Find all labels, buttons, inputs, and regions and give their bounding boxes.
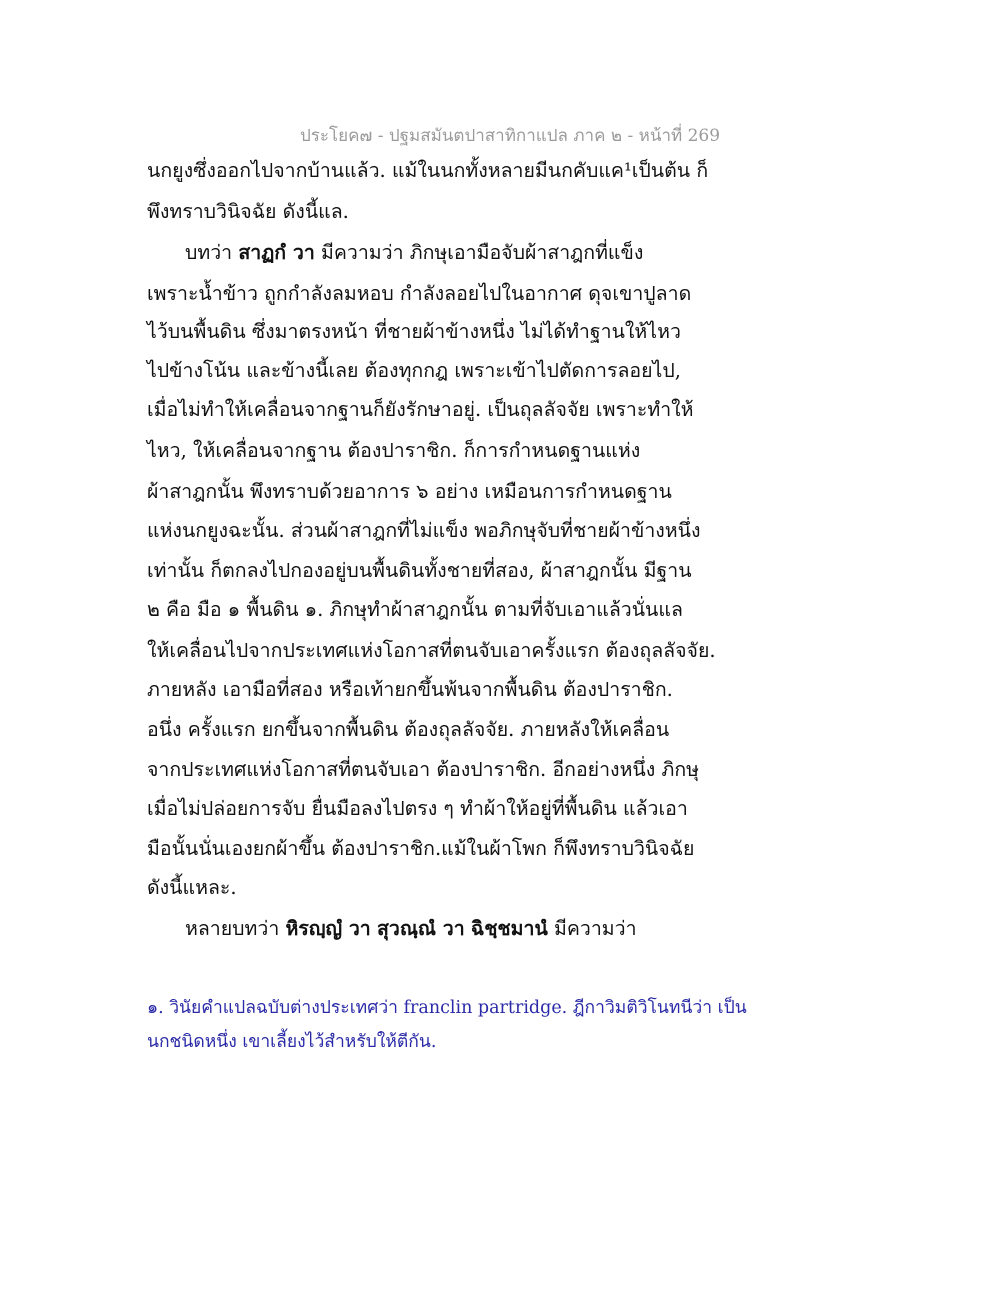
text-span: มีความว่า xyxy=(547,917,637,940)
text-span: บทว่า xyxy=(185,241,239,264)
body-line: ผ้าสาฎกนั้น พึงทราบด้วยอาการ ๖ อย่าง เหมือนการกำหนดฐาน xyxy=(147,480,672,503)
body-line: ๒ คือ มือ ๑ พื้นดิน ๑. ภิกษุทำผ้าสาฎกนั้น ตามที่จับเอาแล้วนั่นแล xyxy=(147,598,683,621)
page-header: ประโยค๗ - ปฐมสมันตปาสาทิกาแปล ภาค ๒ - หน้าที่ 269 xyxy=(300,126,721,146)
body-line: มือนั้นนั่นเองยกผ้าขึ้น ต้องปาราชิก.แม้ในผ้าโพก ก็พึงทราบวินิจฉัย xyxy=(147,837,695,860)
pali-term: สุวณฺณํ วา xyxy=(376,917,465,940)
body-line: ไหว, ให้เคลื่อนจากฐาน ต้องปาราชิก. ก็การกำหนดฐานแห่ง xyxy=(147,439,641,462)
body-line-with-terms xyxy=(185,916,745,942)
body-line: อนึ่ง ครั้งแรก ยกขึ้นจากพื้นดิน ต้องถุลลัจจัย. ภายหลังให้เคลื่อน xyxy=(147,718,670,741)
body-line: เพราะน้ำข้าว ถูกกำลังลมหอบ กำลังลอยไปในอากาศ ดุจเขาปูลาด xyxy=(147,282,692,305)
pali-term: หิรญฺญํ วา xyxy=(285,917,371,940)
footnote-line: นกชนิดหนึ่ง เขาเลี้ยงไว้สำหรับให้ตีกัน. xyxy=(147,1032,437,1052)
body-line: ให้เคลื่อนไปจากประเทศแห่งโอกาสที่ตนจับเอาครั้งแรก ต้องถุลลัจจัย. xyxy=(147,639,716,662)
body-line-with-term xyxy=(185,240,745,266)
body-line: จากประเทศแห่งโอกาสที่ตนจับเอา ต้องปาราชิก. อีกอย่างหนึ่ง ภิกษุ xyxy=(147,758,699,781)
body-line: เมื่อไม่ปล่อยการจับ ยื่นมือลงไปตรง ๆ ทำผ้าให้อยู่ที่พื้นดิน แล้วเอา xyxy=(147,797,688,820)
footnote-line: ๑. วินัยคำแปลฉบับต่างประเทศว่า franclin partridge. ฎีกาวิมติวิโนทนีว่า เป็น xyxy=(147,998,747,1018)
body-line: ไว้บนพื้นดิน ซึ่งมาตรงหน้า ที่ชายผ้าข้างหนึ่ง ไม่ได้ทำฐานให้ไหว xyxy=(147,320,681,343)
body-line: นกยูงซึ่งออกไปจากบ้านแล้ว. แม้ในนกทั้งหลายมีนกคับแค¹เป็นต้น ก็ xyxy=(147,159,709,182)
body-line: เท่านั้น ก็ตกลงไปกองอยู่บนพื้นดินทั้งชายที่สอง, ผ้าสาฎกนั้น มีฐาน xyxy=(147,559,692,582)
text-span: หลายบทว่า xyxy=(185,917,286,940)
pali-term: สาฏกํ วา xyxy=(238,241,315,264)
body-line: เมื่อไม่ทำให้เคลื่อนจากฐานก็ยังรักษาอยู่. เป็นถุลลัจจัย เพราะทำให้ xyxy=(147,398,694,421)
pali-term: ฉิชฺชมานํ xyxy=(470,917,548,940)
body-line: ภายหลัง เอามือที่สอง หรือเท้ายกขึ้นพ้นจากพื้นดิน ต้องปาราชิก. xyxy=(147,678,673,701)
body-line: ดังนี้แหละ. xyxy=(147,876,237,899)
body-line: พึงทราบวินิจฉัย ดังนี้แล. xyxy=(147,200,349,223)
body-line: ไปข้างโน้น และข้างนี้เลย ต้องทุกกฎ เพราะเข้าไปตัดการลอยไป, xyxy=(147,359,681,382)
body-line: แห่งนกยูงฉะนั้น. ส่วนผ้าสาฎกที่ไม่แข็ง พอภิกษุจับที่ชายผ้าข้างหนึ่ง xyxy=(147,519,701,542)
text-span: มีความว่า ภิกษุเอามือจับผ้าสาฎกที่แข็ง xyxy=(314,241,644,264)
